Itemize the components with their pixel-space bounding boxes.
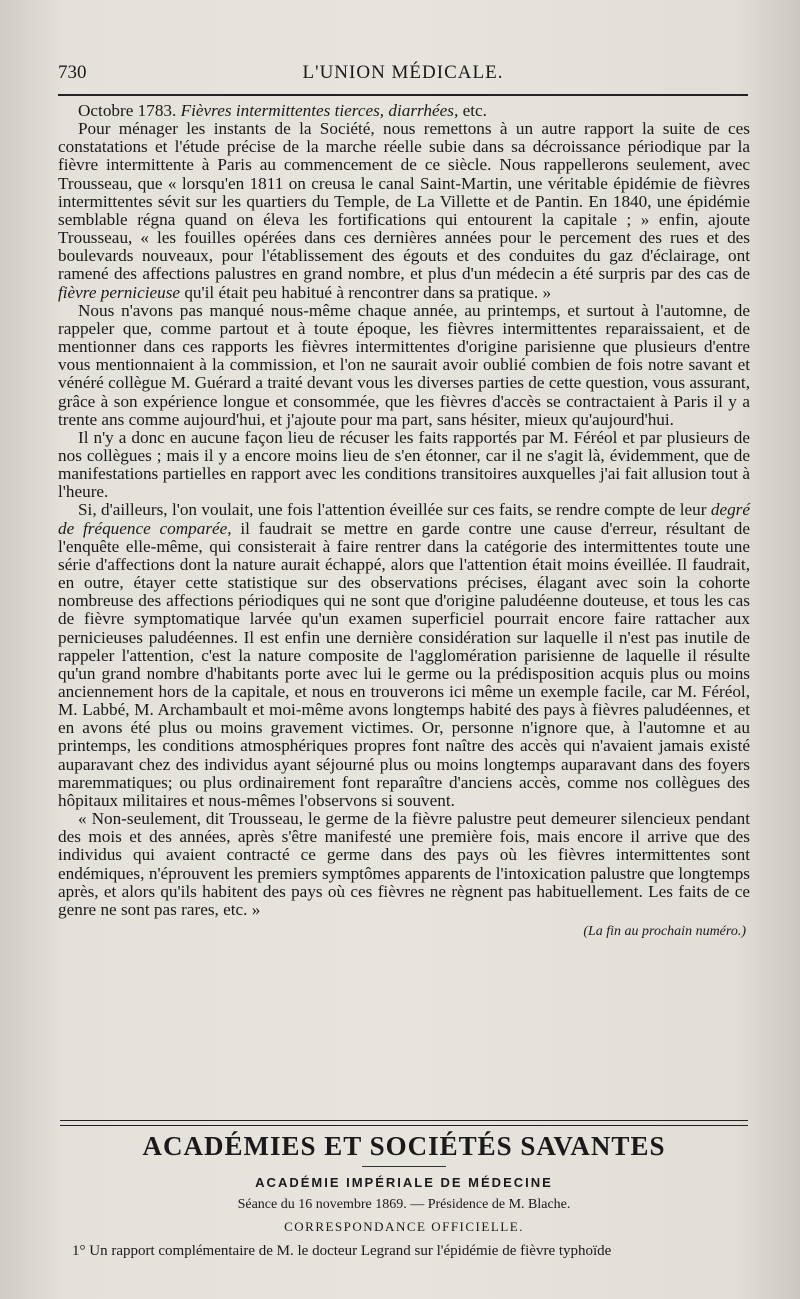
- seance-line: Séance du 16 novembre 1869. — Présidence de M. Blache.: [237, 1197, 571, 1212]
- page-header: [58, 62, 748, 90]
- continued-note: (La fin au prochain numéro.): [583, 924, 746, 940]
- paragraph: Nous n'avons pas manqué nous-même chaque année, au printemps, et surtout à l'automne, de rappeler que, comme partout et à toute époque, les fièvres intermittentes reparaissaient, et de mentionner dans ces rapports les fièvres intermittentes d'origine parisienne que plusieurs d'entre vous mentionnaient à la commission, et l'on ne saurait avoir oublié combien de fois notre savant et vénéré collègue M. Guérard a traité devant vous les diverses parties de cette question, vous assurant, grâce à son expérience longue et consommée, que les fièvres d'accès se contractaient à Paris il y a trente ans comme aujourd'hui, et j'ajoute pour ma part, sans hésiter, mieux qu'aujourd'hui.: [58, 300, 750, 429]
- italic-term: degré de fréquence comparée,: [58, 500, 750, 538]
- header-rule: [58, 94, 748, 96]
- page-number: 730: [58, 62, 87, 83]
- article-body: [58, 102, 750, 941]
- title-rule: [362, 1166, 446, 1167]
- paragraph-text: qu'il était peu habitué à rencontrer dans sa pratique. »: [180, 282, 552, 302]
- paragraph-text: Si, d'ailleurs, l'on voulait, une fois l'attention éveillée sur ces faits, se rendre compte de leur: [78, 500, 711, 520]
- academies-section: [58, 1130, 750, 1261]
- paragraph: Il n'y a donc en aucune façon lieu de récuser les faits rapportés par M. Féréol et par plusieurs de nos collègues ; mais il y a encore moins lieu de s'en étonner, car il ne s'agit là, évidemment, que de manifestations partielles en rapport avec les conditions transitoires auxquelles j'ai fait allusion tout à l'heure.: [58, 427, 750, 502]
- section-title: ACADÉMIES ET SOCIÉTÉS SAVANTES: [142, 1131, 666, 1161]
- paragraph-quote: « Non-seulement, dit Trousseau, le germe de la fièvre palustre peut demeurer silencieux pendant des mois et des années, après s'être manifesté une première fois, mais encore il arrive que des individus qui avaient contracté ce germe dans des pays où les fièvres intermittentes sont endémiques, n'éprouvent les premiers symptômes apparents de l'intoxication palustre que longtemps après, et alors qu'ils habitent des pays où ces fièvres ne règnent pas habituellement. Les faits de ce genre ne sont pas rares, etc. »: [58, 809, 750, 919]
- paragraph-text: Pour ménager les instants de la Société, nous remettons à un autre rapport la suite de ces constatations et l'étude précise de la marche réelle subie dans sa décroissance périodique par la fièvre intermittente à Paris au commencement de ce siècle. Nous rappellerons seulement, avec Trousseau, que « lorsqu'en 1811 on creusa le canal Saint-Martin, une véritable épidémie de fièvres intermittentes sévit sur les quartiers du Temple, de La Villette et de Pantin. En 1840, une épidémie semblable régna quand on éleva les fortifications qui entourent la capitale ; » enfin, ajoute Trousseau, « les fouilles opérées dans ces dernières années pour le percement des rues et des boulevards nouveaux, pour l'établissement des égouts et des conduites du gaz d'éclairage, ont ramené des affections palustres en grand nombre, et plus d'un médecin a été surpris par des cas de: [58, 119, 750, 284]
- disease-italic: Fièvres intermittentes tierces, diarrhées,: [180, 101, 459, 120]
- correspondance-heading: CORRESPONDANCE OFFICIELLE.: [284, 1219, 524, 1234]
- academy-heading: ACADÉMIE IMPÉRIALE DE MÉDECINE: [255, 1175, 553, 1190]
- paragraph: [58, 120, 750, 302]
- running-head: L'UNION MÉDICALE.: [302, 62, 504, 83]
- correspondance-item: 1° Un rapport complémentaire de M. le docteur Legrand sur l'épidémie de fièvre typhoïde: [72, 1243, 612, 1259]
- italic-term: fièvre pernicieuse: [58, 282, 181, 302]
- paragraph-text: il faudrait se mettre en garde contre une cause d'erreur, résultant de l'enquête elle-même, qui consisterait à faire rentrer dans la catégorie des intermittentes toute une série d'affections dont la nature aurait échappé, alors que l'attention était moins éveillée. Il faudrait, en outre, étayer cette statistique sur des observations précises, élagant avec soin la cohorte nombreuse des affections périodiques qui ne sont que d'origine paludéenne douteuse, et tous les cas de fièvre symptomatique larvée qu'un examen superficiel pourrait encore faire rattacher aux pernicieuses paludéennes. Il est enfin une dernière considération sur laquelle il n'est pas inutile de rappeler l'attention, c'est la nature composite de l'agglomération parisienne de laquelle il résulte qu'un grand nombre d'habitants porte avec lui le germe ou la prédisposition acquis plus ou moins anciennement hors de la capitale, et nous en trouverons ici même un exemple facile, car M. Féréol, M. Labbé, M. Archambault et moi-même avons longtemps habité des pays à fièvres paludéennes, et en avons été plus ou moins gravement victimes. Or, personne n'ignore que, à l'automne et au printemps, les conditions atmosphériques propres font naître des accès qui n'avaient jamais existé auparavant chez des individus ayant séjourné plus ou moins longtemps auparavant dans des foyers maremmatiques; ou plus ordinairement font reparaître d'anciens accès, comme nos collègues des hôpitaux militaires et nous-mêmes l'observons si souvent.: [58, 518, 750, 810]
- date-text: Octobre 1783.: [78, 101, 177, 120]
- paragraph: [58, 501, 750, 810]
- date-end: etc.: [462, 101, 487, 120]
- section-divider: [60, 1120, 748, 1126]
- paragraph-date: [58, 102, 750, 120]
